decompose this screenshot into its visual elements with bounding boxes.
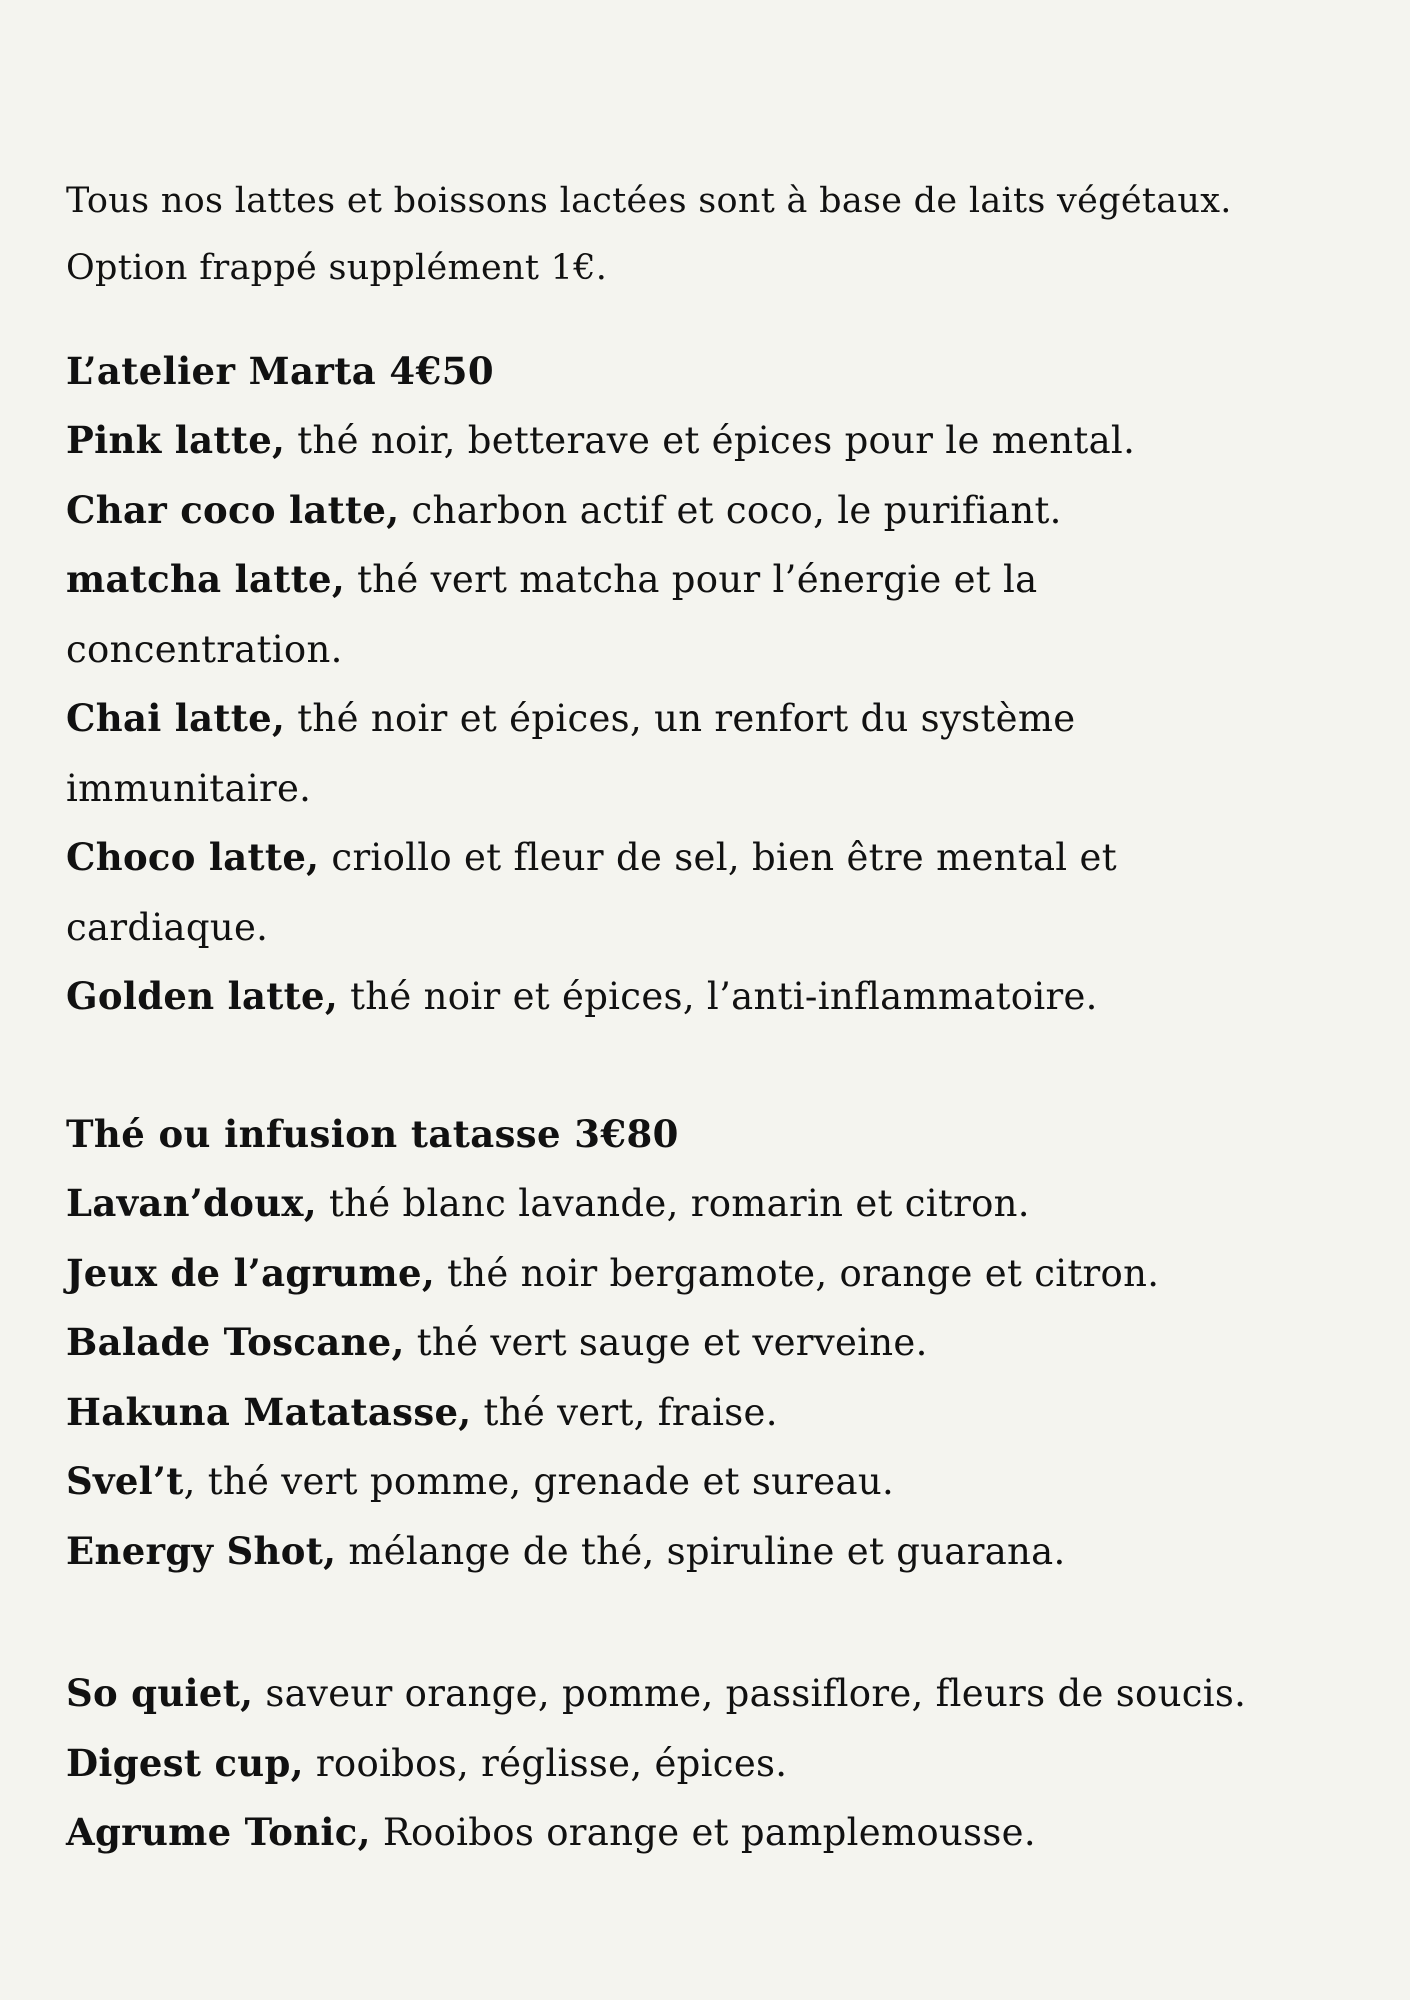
item-name: Balade Toscane,: [66, 1320, 405, 1364]
item-description: thé noir, betterave et épices pour le mental.: [285, 419, 1136, 462]
section-infusions: [66, 1659, 1386, 1868]
item-description: thé vert, fraise.: [471, 1390, 778, 1434]
menu-item: [66, 1378, 1286, 1448]
item-name: Energy Shot,: [66, 1528, 337, 1573]
item-description: mélange de thé, spiruline et guarana.: [336, 1529, 1066, 1573]
item-name: Pink latte,: [66, 418, 286, 462]
item-name: Agrume Tonic,: [66, 1810, 371, 1854]
item-description: thé noir et épices, un renfort du système immunitaire.: [66, 697, 1076, 810]
menu-item: [66, 823, 1286, 962]
intro-line-frappe-option: Option frappé supplément 1€.: [66, 248, 608, 288]
item-name: Chai latte,: [66, 696, 286, 740]
item-description: thé vert matcha pour l’énergie et la concentration.: [66, 558, 1038, 671]
menu-item: [66, 476, 1286, 546]
menu-item: [66, 1798, 1286, 1868]
section-title-teas: Thé ou infusion tatasse 3€80: [66, 1112, 679, 1156]
item-description: charbon actif et coco, le purifiant.: [399, 488, 1062, 532]
item-name: Lavan’doux,: [66, 1181, 317, 1225]
item-name: Choco latte,: [66, 835, 320, 879]
item-description: saveur orange, pomme, passiflore, fleurs de soucis.: [253, 1672, 1247, 1715]
item-description: , thé vert pomme, grenade et sureau.: [183, 1460, 895, 1503]
item-name: Golden latte,: [66, 974, 339, 1018]
menu-item: [66, 962, 1286, 1032]
item-name: Svel’t: [66, 1459, 184, 1503]
section-title-lattes: L’atelier Marta 4€50: [66, 349, 495, 393]
intro-line-plant-milk: Tous nos lattes et boissons lactées sont à base de laits végétaux.: [66, 181, 1232, 221]
item-description: criollo et fleur de sel, bien être mental et cardiaque.: [66, 836, 1117, 949]
menu-item: [66, 1729, 1286, 1799]
menu-item: [66, 1169, 1286, 1239]
menu-item: [66, 1239, 1286, 1309]
item-description: Rooibos orange et pamplemousse.: [370, 1811, 1036, 1854]
menu-item: [66, 545, 1286, 684]
item-name: So quiet,: [66, 1671, 254, 1715]
item-description: thé noir et épices, l’anti-inflammatoire.: [338, 975, 1098, 1018]
menu-item: [66, 1517, 1286, 1587]
item-description: rooibos, réglisse, épices.: [303, 1741, 788, 1785]
item-description: thé vert sauge et verveine.: [404, 1321, 928, 1364]
item-name: Hakuna Matatasse,: [66, 1389, 472, 1434]
item-description: thé noir bergamote, orange et citron.: [435, 1251, 1160, 1295]
menu-item: [66, 684, 1286, 823]
section-lattes: [66, 337, 1386, 1032]
item-name: matcha latte,: [66, 557, 346, 601]
item-name: Jeux de l’agrume,: [66, 1250, 436, 1295]
menu-item: [66, 1659, 1286, 1729]
intro-note: [66, 168, 1232, 302]
section-teas-infusions: [66, 1100, 1386, 1586]
item-name: Char coco latte,: [66, 487, 400, 532]
item-name: Digest cup,: [66, 1740, 304, 1785]
menu-item: [66, 406, 1286, 476]
menu-item: [66, 1308, 1286, 1378]
menu-item: [66, 1447, 1286, 1517]
item-description: thé blanc lavande, romarin et citron.: [316, 1182, 1030, 1225]
